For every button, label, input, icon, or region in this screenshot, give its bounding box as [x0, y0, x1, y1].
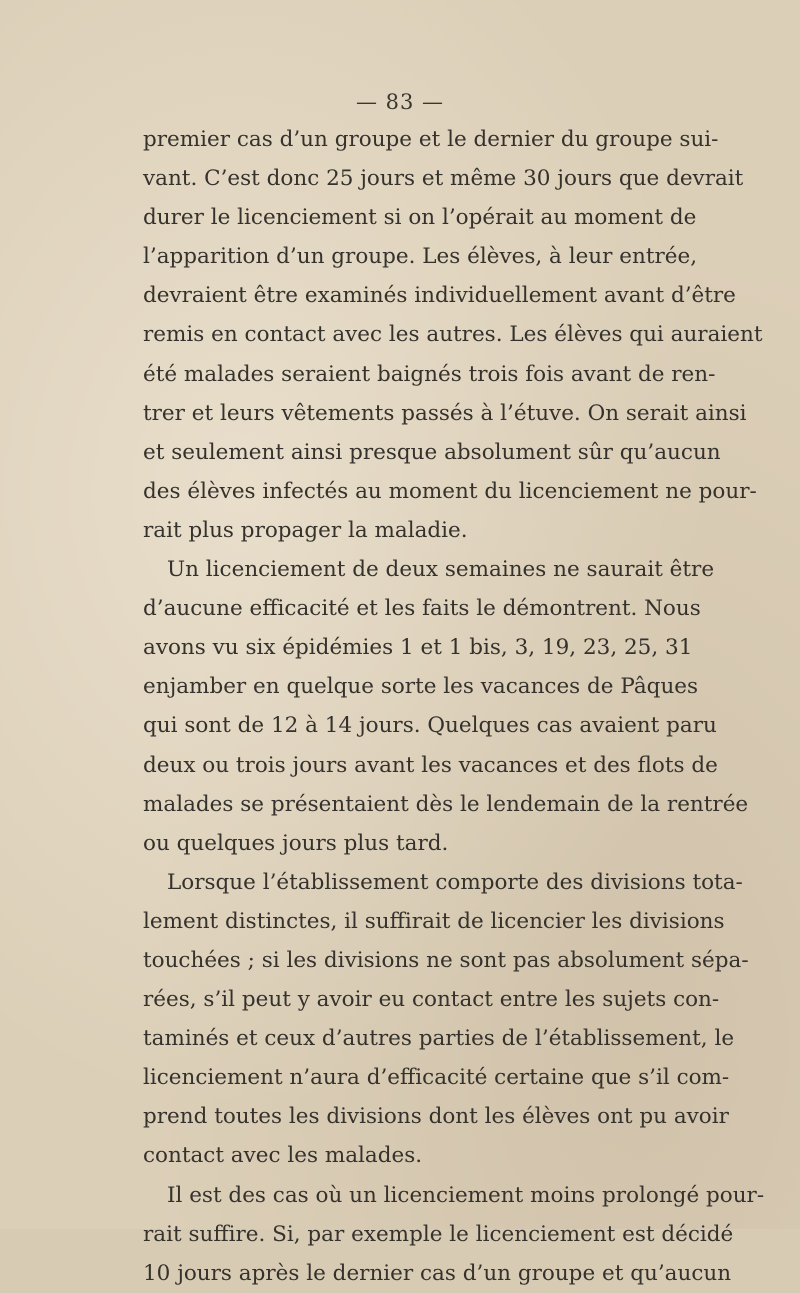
text-line: durer le licenciement si on l’opérait au moment de [143, 205, 697, 231]
text-line: ou quelques jours plus tard. [143, 830, 449, 856]
text-line: lement distinctes, il suffirait de licencier les divisions [143, 908, 725, 934]
text-line: licenciement n’aura d’efficacité certaine que s’il com- [143, 1065, 730, 1091]
text-line: rées, s’il peut y avoir eu contact entre les sujets con- [143, 987, 720, 1013]
text-line: deux ou trois jours avant les vacances et des flots de [143, 752, 718, 778]
text-line: des élèves infectés au moment du licenciement ne pour- [143, 478, 757, 504]
text-line: 10 jours après le dernier cas d’un groupe et qu’aucun [143, 1260, 732, 1286]
text-line: trer et leurs vêtements passés à l’étuve. On serait ainsi [143, 400, 747, 426]
text-line: taminés et ceux d’autres parties de l’établissement, le [143, 1026, 735, 1052]
text-line: rait plus propager la maladie. [143, 517, 468, 543]
page-number: — 83 — [355, 90, 445, 114]
text-line: prend toutes les divisions dont les élèves ont pu avoir [143, 1104, 729, 1130]
text-line: et seulement ainsi presque absolument sûr qu’aucun [143, 439, 721, 465]
text-line: Un licenciement de deux semaines ne saurait être [167, 557, 715, 583]
text-line: avons vu six épidémies 1 et 1 bis, 3, 19, 23, 25, 31 [143, 635, 693, 661]
text-line: vant. C’est donc 25 jours et même 30 jours que devrait [143, 166, 744, 192]
text-line: Il est des cas où un licenciement moins prolongé pour- [167, 1182, 765, 1208]
text-line: été malades seraient baignés trois fois avant de ren- [143, 361, 716, 387]
text-line: d’aucune efficacité et les faits le démontrent. Nous [143, 596, 701, 622]
text-line: enjamber en quelque sorte les vacances de Pâques [143, 674, 699, 700]
text-line: malades se présentaient dès le lendemain de la rentrée [143, 791, 749, 817]
text-line: l’apparition d’un groupe. Les élèves, à leur entrée, [143, 244, 698, 270]
text-line: rait suffire. Si, par exemple le licenciement est décidé [143, 1221, 734, 1247]
text-line: devraient être examinés individuellement avant d’être [143, 283, 736, 309]
text-line: touchées ; si les divisions ne sont pas absolument sépa- [143, 947, 749, 973]
text-line: Lorsque l’établissement comporte des divisions tota- [167, 869, 743, 895]
text-line: premier cas d’un groupe et le dernier du groupe sui- [143, 127, 719, 152]
text-line: remis en contact avec les autres. Les élèves qui auraient [143, 322, 763, 348]
body-text [143, 120, 765, 1293]
text-line: qui sont de 12 à 14 jours. Quelques cas avaient paru [143, 713, 717, 739]
text-line: contact avec les malades. [143, 1143, 423, 1169]
